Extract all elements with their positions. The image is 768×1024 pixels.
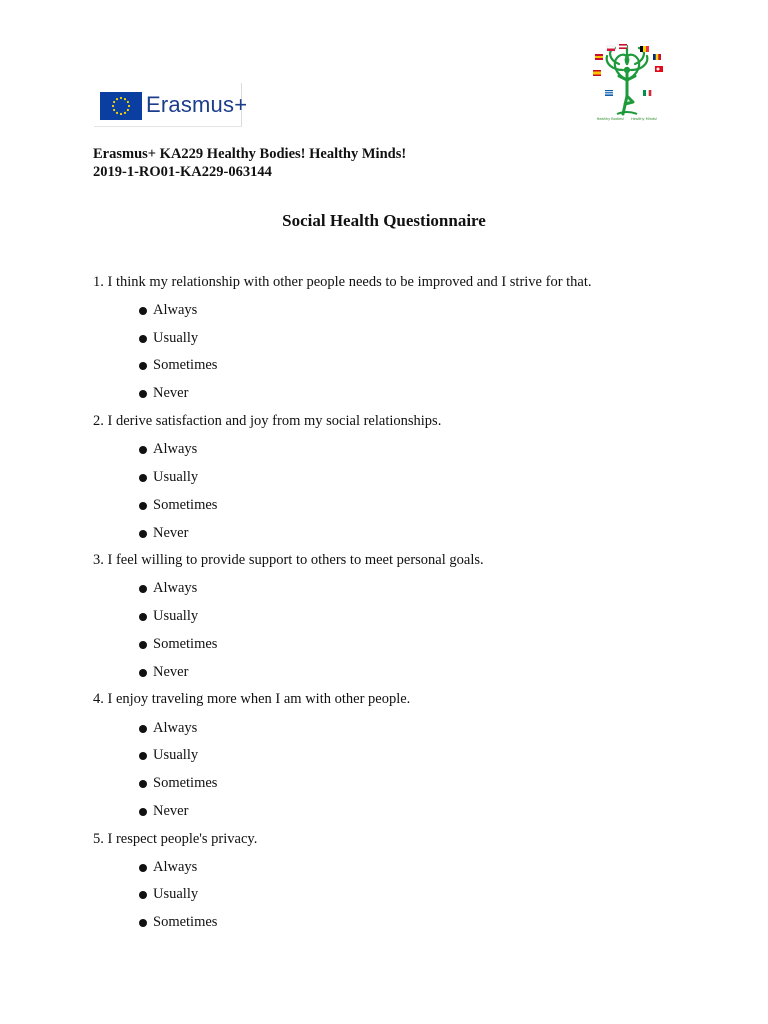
project-code-line: 2019-1-RO01-KA229-063144 [93, 164, 272, 180]
option-label: Never [153, 803, 189, 819]
option-sometimes [139, 774, 217, 792]
option-always [139, 301, 197, 319]
bullet-icon [139, 613, 147, 621]
option-label: Always [153, 859, 198, 875]
bullet-icon [139, 808, 147, 816]
eu-flag-icon [100, 92, 142, 120]
option-label: Sometimes [153, 497, 218, 513]
option-usually [139, 607, 198, 625]
option-usually [139, 329, 198, 347]
bullet-icon [139, 585, 147, 593]
question-1: 1. I think my relationship with other people needs to be improved and I strive for that. [93, 274, 592, 290]
option-label: Never [153, 525, 189, 541]
bullet-icon [139, 530, 147, 538]
option-label: Usually [153, 747, 199, 763]
bullet-icon [139, 446, 147, 454]
bullet-icon [139, 307, 147, 315]
question-2: 2. I derive satisfaction and joy from my social relationships. [93, 413, 442, 429]
option-label: Sometimes [153, 775, 218, 791]
option-label: Always [153, 441, 198, 457]
bullet-icon [139, 641, 147, 649]
question-3: 3. I feel willing to provide support to others to meet personal goals. [93, 552, 484, 568]
question-4: 4. I enjoy traveling more when I am with other people. [93, 691, 411, 707]
option-label: Never [153, 385, 189, 401]
erasmus-wordmark: Erasmus+ [146, 92, 248, 117]
bullet-icon [139, 725, 147, 733]
option-always [139, 579, 197, 597]
bullet-icon [139, 474, 147, 482]
bullet-icon [139, 362, 147, 370]
option-always [139, 858, 197, 876]
option-always [139, 440, 197, 458]
project-name-line: Erasmus+ KA229 Healthy Bodies! Healthy Minds! [93, 146, 407, 162]
question-5: 5. I respect people's privacy. [93, 831, 258, 847]
bullet-icon [139, 780, 147, 788]
bullet-icon [139, 891, 147, 899]
option-label: Usually [153, 469, 199, 485]
option-sometimes [139, 913, 217, 931]
option-usually [139, 885, 198, 903]
bullet-icon [139, 752, 147, 760]
option-usually [139, 746, 198, 764]
tree-caption-left: Healthy Bodies! [596, 117, 625, 121]
option-label: Never [153, 664, 189, 680]
option-always [139, 719, 197, 737]
option-label: Usually [153, 330, 199, 346]
option-never [139, 663, 188, 681]
option-sometimes [139, 635, 217, 653]
option-sometimes [139, 356, 217, 374]
option-label: Sometimes [153, 914, 218, 930]
option-label: Always [153, 580, 198, 596]
project-tree-logo [585, 40, 669, 128]
option-label: Always [153, 302, 198, 318]
tree-logo-caption [585, 117, 669, 121]
bullet-icon [139, 335, 147, 343]
option-usually [139, 468, 198, 486]
bullet-icon [139, 669, 147, 677]
bullet-icon [139, 864, 147, 872]
bullet-icon [139, 502, 147, 510]
bullet-icon [139, 919, 147, 927]
option-never [139, 802, 188, 820]
tree-caption-right: Healthy Minds! [631, 117, 658, 121]
option-never [139, 524, 188, 542]
option-label: Sometimes [153, 636, 218, 652]
option-label: Sometimes [153, 357, 218, 373]
option-label: Usually [153, 608, 199, 624]
option-sometimes [139, 496, 217, 514]
option-label: Always [153, 720, 198, 736]
option-label: Usually [153, 886, 199, 902]
option-never [139, 384, 188, 402]
bullet-icon [139, 390, 147, 398]
erasmus-logo [94, 83, 248, 127]
tree-figure-icon [585, 40, 669, 118]
document-title: Social Health Questionnaire [282, 211, 486, 230]
